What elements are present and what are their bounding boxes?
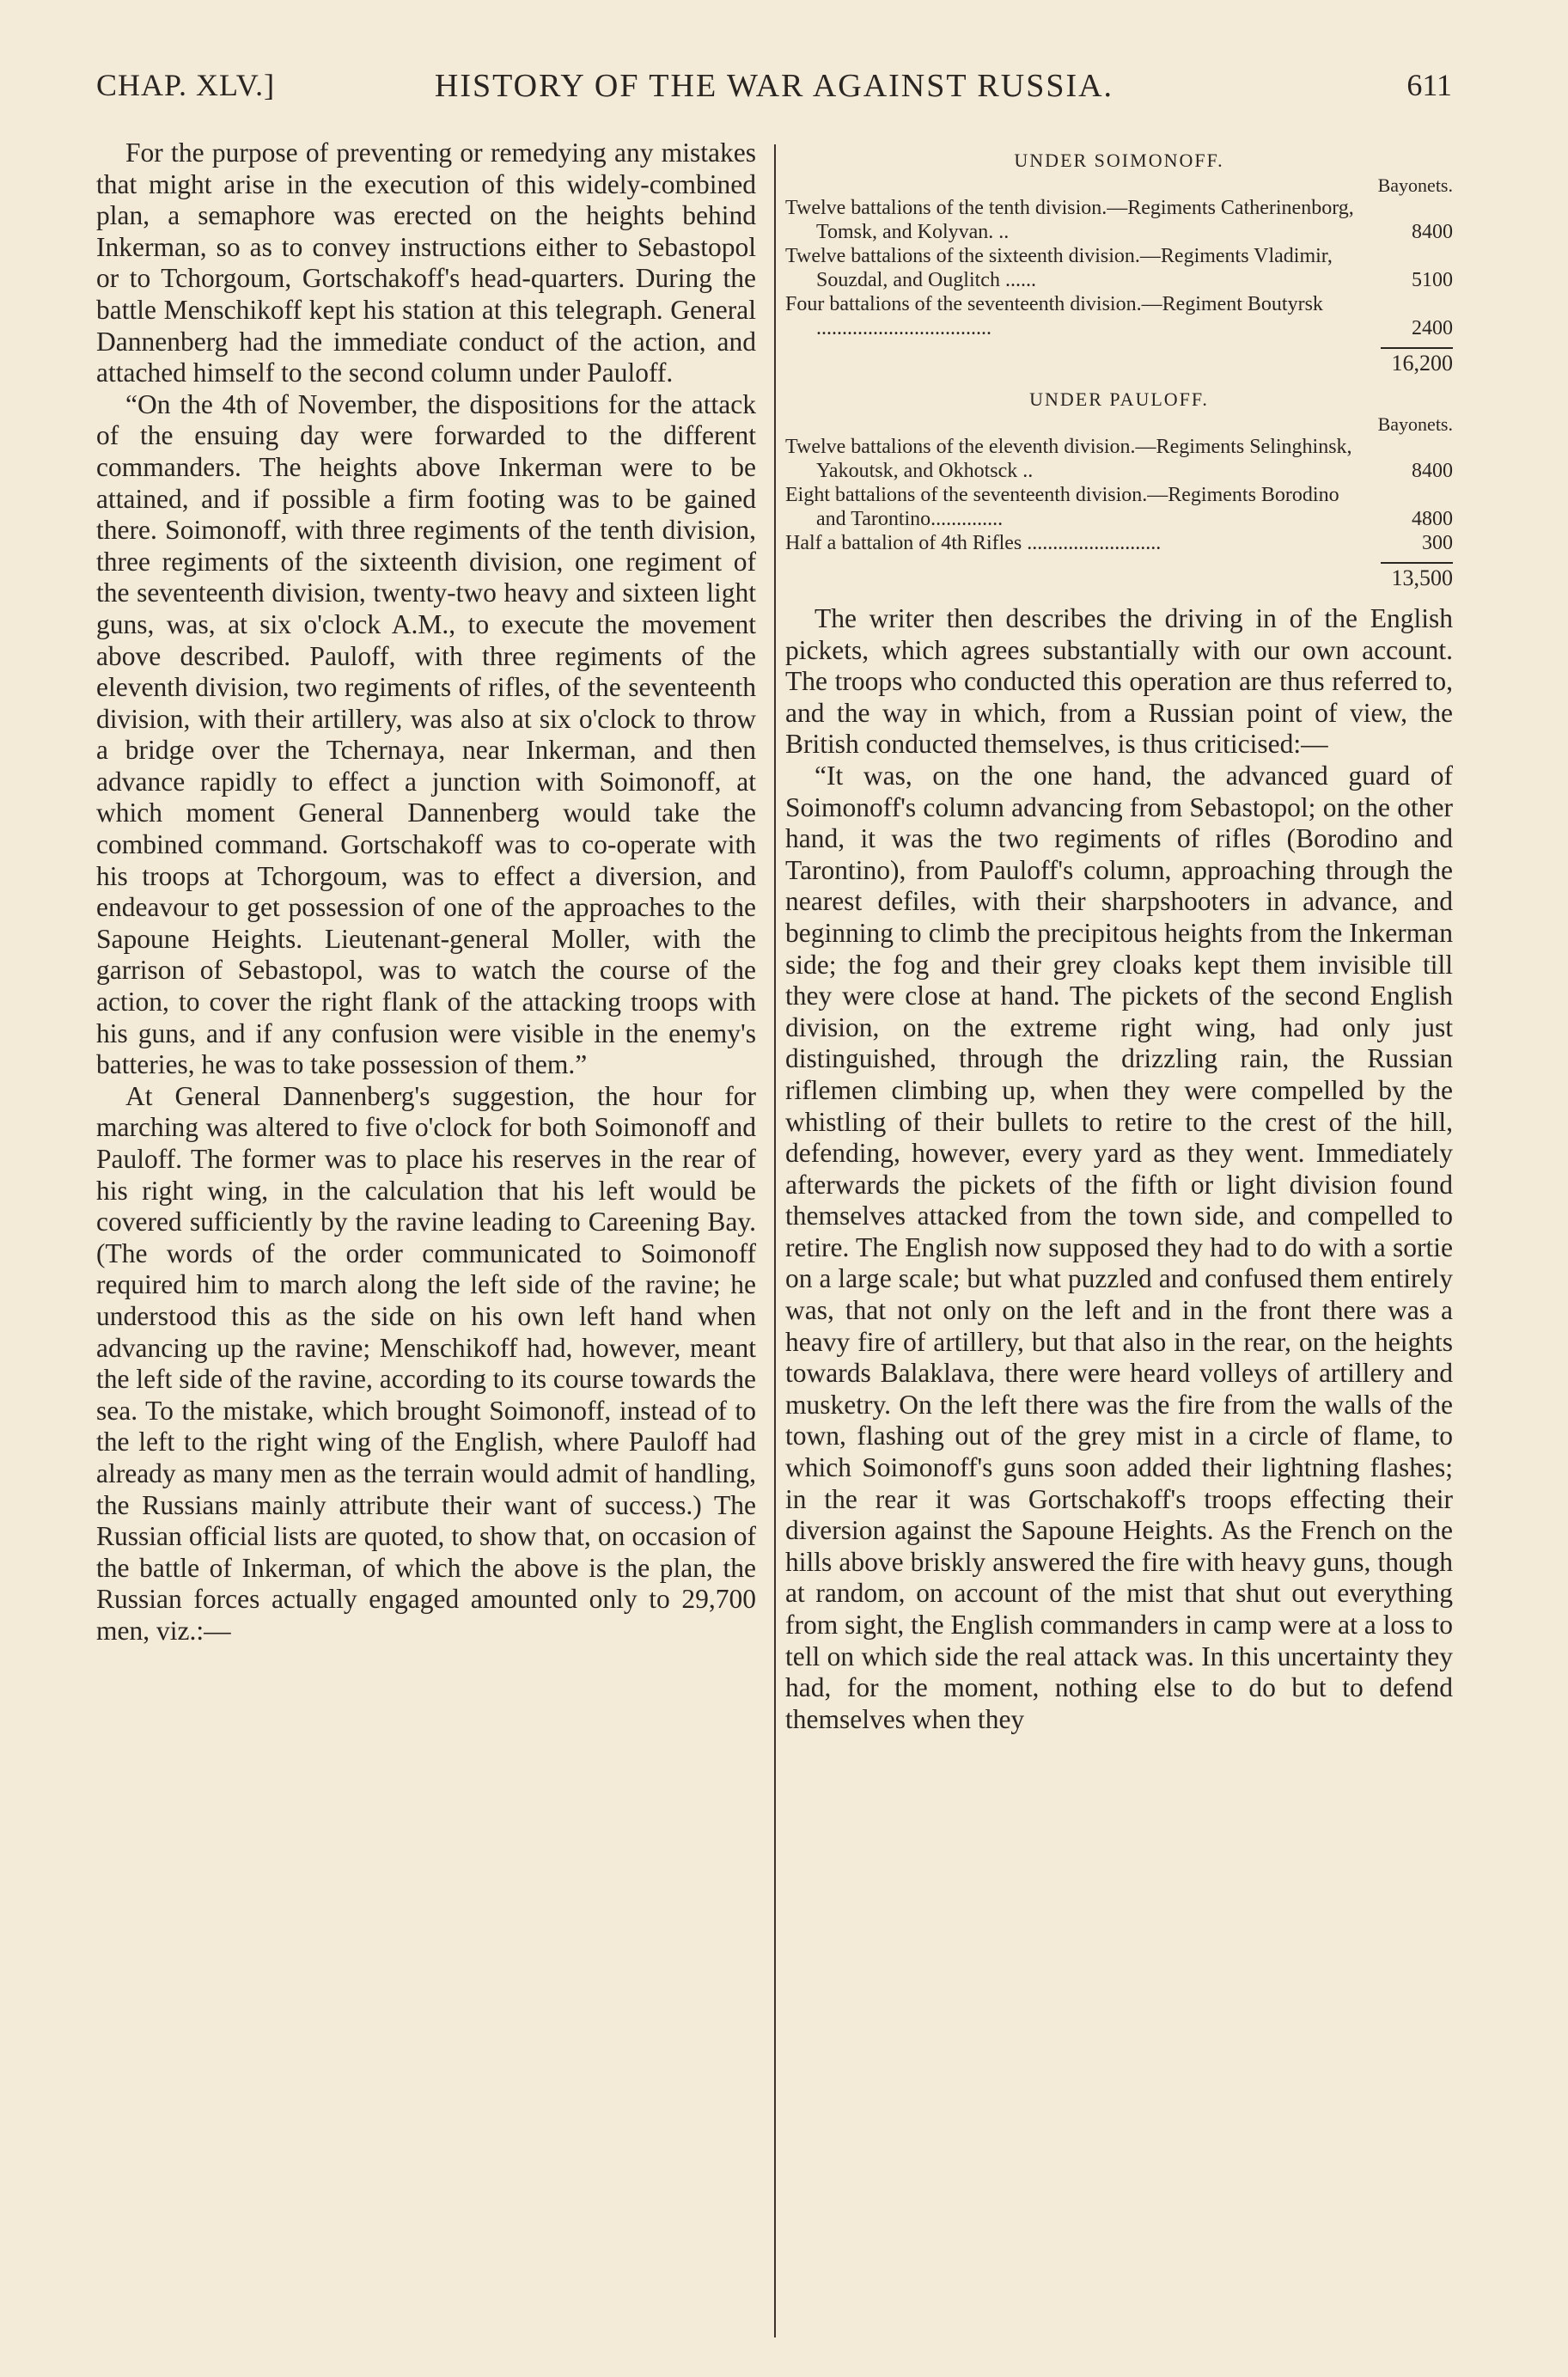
chapter-label: CHAP. XLV.]	[96, 68, 276, 102]
table-total: 13,500	[1391, 565, 1453, 590]
table-row	[785, 483, 1453, 531]
left-column	[96, 137, 756, 1647]
total-rule	[1381, 347, 1453, 349]
paragraph: “It was, on the one hand, the advanced guard of Soimonoff's column advancing from Sebastopol; on the other hand, it was the two regiments of rifles (Borodino and Tarontino), from Pauloff's column, approaching through the nearest defiles, with their sharpshooters in advance, and beginning to climb the precipitous heights from the Inkerman side; the fog and their grey cloaks kept them invisible till they were close at hand. The pickets of the second English division, on the extreme right wing, had only just distinguished, through the drizzling rain, the Russian riflemen climbing up, when they were compelled by the whistling of their bullets to retire to the crest of the hill, defending, however, every yard as they went. Immediately afterwards the pickets of the fifth or light division found themselves attacked from the town side, and compelled to retire. The English now supposed they had to do with a sortie on a large scale; but what puzzled and confused them entirely was, that not only on the left and in the front there was a heavy fire of artillery, but that also in the rear, on the heights towards Balaklava, there were heard volleys of artillery and musketry. On the left there was the fire from the walls of the town, flashing out of the grey mist in a circle of flame, to which Soimonoff's guns soon added their lightning flashes; in the rear it was Gortschakoff's troops effecting their diversion against the Sapoune Heights. As the French on the hills above briskly answered the fire with heavy guns, though at random, on account of the mist that shut out everything from sight, the English commanders in camp were at a loss to tell on which side the real attack was. In this uncertainty they had, for the moment, nothing else to do but to defend themselves when they	[785, 760, 1453, 1734]
row-description: Eight battalions of the seventeenth division.—Regiments Borodino and Tarontino..............	[785, 484, 1339, 530]
page-header	[96, 67, 1452, 119]
table-row	[785, 435, 1453, 483]
column-divider	[774, 144, 776, 2337]
paragraph: “On the 4th of November, the dispositions for the attack of the ensuing day were forwarded to the different commanders. The heights above Inkerman were to be attained, and if possible a firm footing was to be gained there. Soimonoff, with three regiments of the tenth division, three regiments of the sixteenth division, one regiment of the seventeenth division, twenty-two heavy and sixteen light guns, was, at six o'clock A.M., to execute the movement above described. Pauloff, with three regiments of the eleventh division, two regiments of rifles, of the seventeenth division, with their artillery, was also at six o'clock to throw a bridge over the Tchernaya, near Inkerman, and then advance rapidly to effect a junction with Soimonoff, at which moment General Dannenberg would take the combined command. Gortschakoff was to co-operate with his troops at Tchorgoum, was to effect a diversion, and endeavour to get possession of one of the approaches to the Sapoune Heights. Lieutenant-general Moller, with the garrison of Sebastopol, was to watch the course of the action, to cover the right flank of the attacking troops with his guns, and if any confusion were visible in the enemy's batteries, he was to take possession of them.”	[96, 388, 756, 1080]
total-rule	[1381, 562, 1453, 564]
table-row	[785, 531, 1453, 555]
paragraph: The writer then describes the driving in of the English pickets, which agrees substantially with our own account. The troops who conducted this operation are thus referred to, and the way in which, from a Russian point of view, the British conducted themselves, is thus criticised:—	[785, 603, 1453, 760]
row-description: Half a battalion of 4th Rifles ..........................	[785, 532, 1162, 554]
table-total: 16,200	[1391, 351, 1453, 376]
paragraph: For the purpose of preventing or remedying any mistakes that might arise in the execution of this widely-combined plan, a semaphore was erected on the heights behind Inkerman, so as to convey instructions either to Sebastopol or to Tchorgoum, Gortschakoff's head-quarters. During the battle Menschikoff kept his station at this telegraph. General Dannenberg had the immediate conduct of the action, and attached himself to the second column under Pauloff.	[96, 137, 756, 388]
row-description: Twelve battalions of the sixteenth division.—Regiments Vladimir, Souzdal, and Ouglitch ......	[785, 245, 1333, 291]
row-description: Twelve battalions of the eleventh division.—Regiments Selinghinsk, Yakoutsk, and Okhotsck ..	[785, 436, 1352, 482]
table-row	[785, 244, 1453, 292]
row-value: 8400	[1412, 221, 1453, 243]
row-value: 4800	[1412, 508, 1453, 530]
table-pauloff	[785, 388, 1453, 591]
row-value: 8400	[1412, 460, 1453, 482]
table-soimonoff	[785, 150, 1453, 376]
row-description: Four battalions of the seventeenth division.—Regiment Boutyrsk ..................................	[785, 293, 1323, 339]
right-column	[785, 137, 1453, 1735]
running-title: HISTORY OF THE WAR AGAINST RUSSIA.	[434, 68, 1114, 104]
row-value: 300	[1422, 532, 1453, 554]
paragraph: At General Dannenberg's suggestion, the hour for marching was altered to five o'clock for both Soimonoff and Pauloff. The former was to place his reserves in the rear of his right wing, in the calculation that his left would be covered sufficiently by the ravine leading to Careening Bay. (The words of the order communicated to Soimonoff required him to march along the left side of the ravine; he understood this as the side on his own left hand when advancing up the ravine; Menschikoff had, however, meant the left side of the ravine, according to its course towards the sea. To the mistake, which brought Soimonoff, instead of to the left to the right wing of the English, where Pauloff had already as many men as the terrain would admit of handling, the Russians mainly attribute their want of success.) The Russian official lists are quoted, to show that, on occasion of the battle of Inkerman, of which the above is the plan, the Russian forces actually engaged amounted only to 29,700 men, viz.:—	[96, 1080, 756, 1646]
table-unit-label: Bayonets.	[1377, 174, 1453, 196]
row-description: Twelve battalions of the tenth division.—Regiments Catherinenborg, Tomsk, and Kolyvan. ..	[785, 197, 1354, 243]
table-row	[785, 292, 1453, 340]
row-value: 5100	[1412, 269, 1453, 291]
page-number: 611	[1406, 68, 1452, 102]
table-heading: UNDER SOIMONOFF.	[1014, 150, 1224, 171]
table-heading: UNDER PAULOFF.	[1029, 388, 1209, 410]
right-body-text	[785, 603, 1453, 1735]
table-row	[785, 196, 1453, 244]
row-value: 2400	[1412, 317, 1453, 339]
table-unit-label: Bayonets.	[1377, 413, 1453, 435]
